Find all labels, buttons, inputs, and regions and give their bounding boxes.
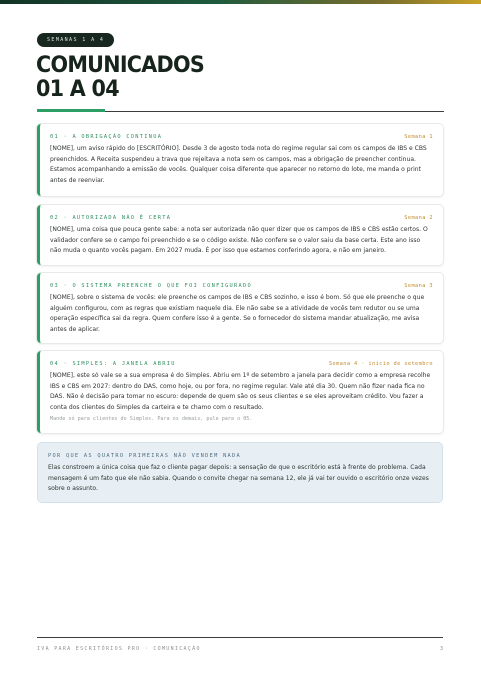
card-header [50,358,433,370]
callout-label: POR QUE AS QUATRO PRIMEIRAS NÃO VENDEM NADA [48,453,242,459]
page-title-line-2: 01 A 04 [36,76,119,102]
footer-divider [37,637,443,638]
card-label: 03 · O SISTEMA PREENCHE O QUE FOI CONFIGURADO [50,283,253,289]
why-callout [37,442,443,503]
message-card-03 [37,273,443,343]
callout-text: Elas constroem a única coisa que faz o cliente pagar depois: a sensação de que o escritório está à frente do problema. Cada mensagem é um fato que ele não sabia. Quando o convite chegar na semana 12, ele já vai ter ouvido o escritório onze vezes sobre o assunto. [48,464,429,493]
card-header [50,131,433,143]
page-title-line-1: COMUNICADOS [36,52,205,78]
card-message: [NOME], uma coisa que pouca gente sabe: a nota ser autorizada não quer dizer que os campos de IBS e CBS estão certos. O validador confere se o campo foi preenchido e se o código existe. Não confere se o valor saiu da base certa. Este ano isso não muda o quanto vocês pagam. Em 2027 muda. É por isso que estamos conferindo agora, e não em janeiro. [50,226,428,255]
week-tag: Semana 1 [404,134,433,140]
page-title [36,53,312,101]
footer-title: IVA PARA ESCRITÓRIOS PRO · COMUNICAÇÃO [37,646,201,652]
card-header [50,212,433,224]
page-number: 3 [439,646,443,652]
weeks-badge: SEMANAS 1 A 4 [37,33,114,47]
card-header [50,280,433,292]
message-card-02 [37,205,443,265]
week-tag: Semana 3 [404,283,433,289]
week-tag: Semana 4 · início de setembro [328,361,433,367]
top-gradient-bar [0,0,481,4]
card-label: 04 · SIMPLES: A JANELA ABRIU [50,361,176,367]
card-footnote: Mande só para clientes do Simples. Para os demais, pule para o 05. [50,416,253,423]
card-message: [NOME], sobre o sistema de vocês: ele preenche os campos de IBS e CBS sozinho, e isso é bom. Só que ele preenche o que alguém configurou, com as regras que existiam naquele dia. Ele não sabe se a atividade de vocês tem redutor ou se uma operação específica sai da regra. Quem confere isso é a gente. Se o fornecedor do sistema mandar atualização, me avisa antes de aplicar. [50,294,425,333]
card-message: [NOME], este só vale se a sua empresa é do Simples. Abriu em 1º de setembro a janela para decidir como a empresa recolhe IBS e CBS em 2027: dentro do DAS, como hoje, ou por fora, no regime regular. Vale até dia 30. Quem não fizer nada fica no DAS. Não é decisão para tomar no escuro: depende de quem são os seus clientes e se eles aproveitam crédito. Vou fazer a conta dos clientes do Simples da carteira e te chamo com o resultado. [50,372,431,411]
card-label: 02 · AUTORIZADA NÃO É CERTA [50,215,172,221]
card-label: 01 · A OBRIGAÇÃO CONTINUA [50,134,163,140]
title-accent-bar [37,109,105,112]
message-card-04 [37,351,443,433]
week-tag: Semana 2 [404,215,433,221]
card-message: [NOME], um aviso rápido do [ESCRITÓRIO]. Desde 3 de agosto toda nota do regime regular sai com os campos de IBS e CBS preenchidos. A Receita suspendeu a trava que rejeitava a nota sem os campos, mas a obrigação de preencher continua. Estamos acompanhando a emissão de vocês. Qualquer coisa diferente que aparecer no retorno do lote, me manda o print antes de reenviar. [50,145,427,184]
title-divider [105,111,444,112]
message-card-01 [37,124,443,196]
